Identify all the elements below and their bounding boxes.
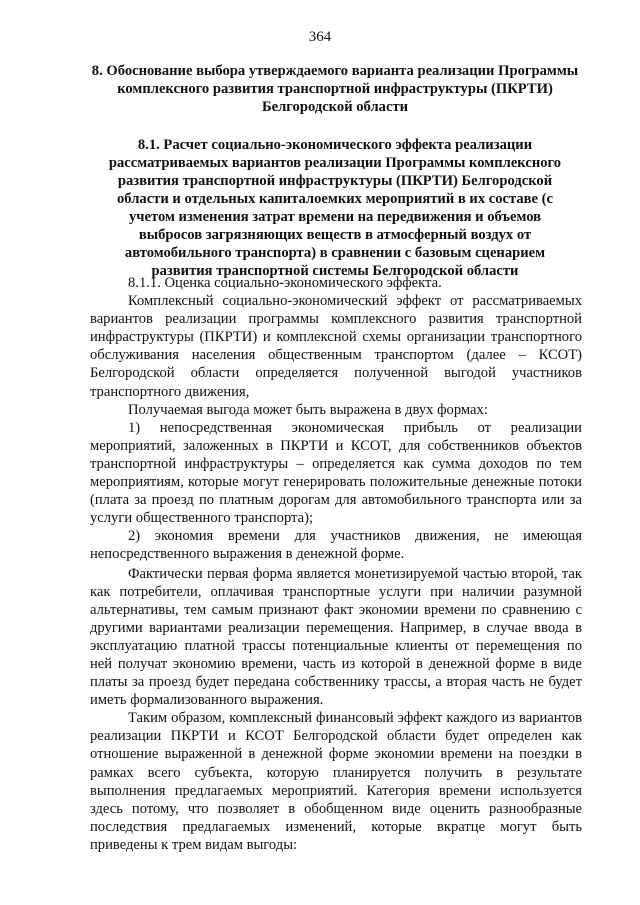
paragraph: Фактически первая форма является монетизируемой частью второй, так как потребители, оплачивая транспортные услуги при наличии разумной альтернативы, тем самым признают факт экономии времени по сравнению с другими вариантами реализации перемещения. Например, в случае ввода в эксплуатацию платной трассы потенциальные клиенты от перемещения по ней получат экономию времени, часть из которой в денежной форме в виде платы за проезд будет передана собственнику трассы, а вторая часть не будет иметь формализованного выражения. [90,565,582,709]
paragraph: 1) непосредственная экономическая прибыль от реализации мероприятий, заложенных в ПКРТИ и КСОТ, для собственников объектов транспортной инфраструктуры – определяется как сумма доходов по тем мероприятиям, которые могут генерировать положительные денежные потоки (плата за проезд по платным дорогам для автомобильного транспорта или за услуги общественного транспорта); [90,419,582,527]
section-title: 8. Обоснование выбора утверждаемого варианта реализации Программы комплексного развития транспортной инфраструктуры (ПКРТИ) Белгородской области [91,63,579,115]
paragraph: Таким образом, комплексный финансовый эффект каждого из вариантов реализации ПКРТИ и КСОТ Белгородской области будет определен как отношение выраженной в денежной форме экономии времени на поездки в рамках всего субъекта, которую планируется получить в результате выполнения предлагаемых мероприятий. Категория времени используется здесь потому, что позволяет в обобщенном виде оценить разнообразные последствия предлагаемых изменений, которые вкратце могут быть приведены к трем видам выгоды: [90,710,582,853]
subsection-title: 8.1. Расчет социально-экономического эффекта реализации рассматриваемых вариантов реализации Программы комплексного развития транспортной инфраструктуры (ПКРТИ) Белгородской области и отдельных капиталоемких мероприятий в их составе (с учетом изменения затрат времени на передвижения и объемов выбросов загрязняющих веществ в атмосферный воздух от автомобильного транспорта) в сравнении с базовым сценарием развития транспортной системы Белгородской области [108,137,562,279]
paragraph: 8.1.1. Оценка социально-экономического эффекта. [128,275,442,291]
body-text [90,274,582,854]
paragraph: 2) экономия времени для участников движения, не имеющая непосредственного выражения в денежной форме. [90,528,582,563]
paragraph: Получаемая выгода может быть выражена в двух формах: [128,401,488,418]
paragraph: Комплексный социально-экономический эффект от рассматриваемых вариантов реализации программы комплексного развития транспортной инфраструктуры (ПКРТИ) и комплексной схемы организации транспортного обслуживания населения общественным транспортом (далее – КСОТ) Белгородской области определяется полученной выгодой участников транспортного движения, [90,293,582,400]
page-number: 364 [308,29,332,45]
